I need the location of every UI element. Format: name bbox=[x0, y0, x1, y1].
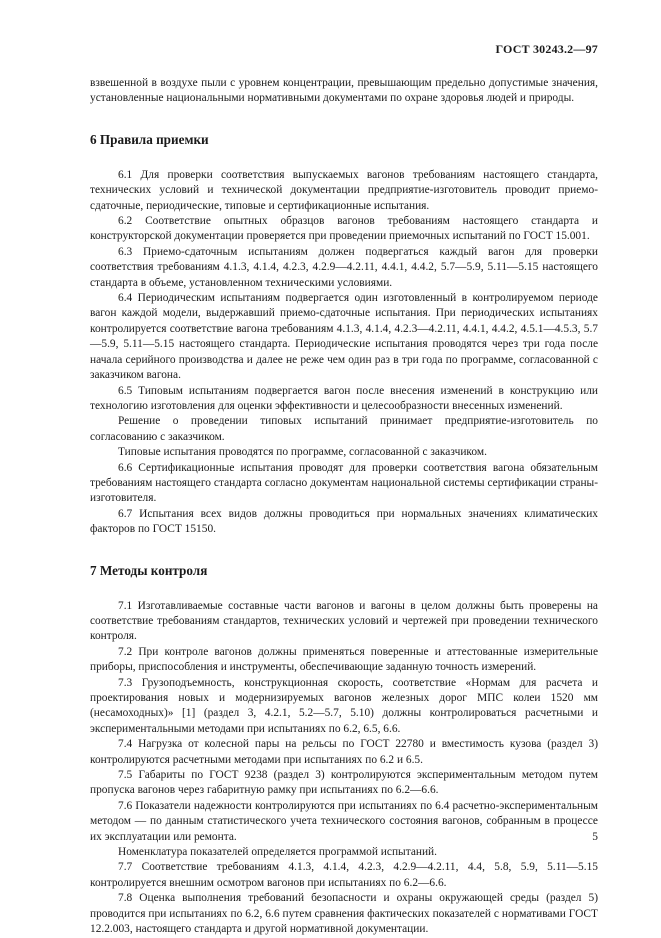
paragraph-6-5: 6.5 Типовым испытаниям подвергается вагон после внесения изменений в конструкцию или технологию изготовления для оценки эффективности и целесообразности внесенных изменений. bbox=[90, 384, 598, 412]
paragraph-7-7: 7.7 Соответствие требованиям 4.1.3, 4.1.4, 4.2.3, 4.2.9—4.2.11, 4.4, 5.8, 5.9, 5.11—5.15 контролируется внешним осмотром вагонов при испытаниях по 6.2—6.6. bbox=[90, 861, 598, 889]
section-7-body bbox=[90, 599, 598, 938]
paragraph-6-4: 6.4 Периодическим испытаниям подвергается один изготовленный в контролируемом периоде вагон каждой модели, выдержавший приемо-сдаточные испытания. При периодических испытаниях контролируется соответствие вагона требованиям 4.1.3, 4.1.4, 4.2.3—4.2.11, 4.4.1, 4.4.2, 4.5.1—4.5.3, 5.7—5.9, 5.11—5.15 настоящего стандарта. Периодические испытания проводятся через три года после начала серийного производства и далее не реже чем один раз в три года по программе, согласованной с заказчиком вагона. bbox=[90, 292, 598, 382]
paragraph-6-3: 6.3 Приемо-сдаточным испытаниям должен подвергаться каждый вагон для проверки соответствия требованиям 4.1.3, 4.1.4, 4.2.3, 4.2.9—4.2.11, 4.4.1, 4.4.2, 5.7—5.9, 5.11—5.15 настоящего стандарта в объеме, установленном техническими условиями. bbox=[90, 245, 598, 289]
paragraph-7-8: 7.8 Оценка выполнения требований безопасности и охраны окружающей среды (раздел 5) проводится при испытаниях по 6.2, 6.6 путем сравнения фактических показателей с нормативами ГОСТ 12.2.003, настоящего стандарта и другой нормативной документации. bbox=[90, 892, 598, 936]
section-6-body bbox=[90, 168, 598, 538]
page-number: 5 bbox=[592, 831, 598, 843]
paragraph-7-1: 7.1 Изготавливаемые составные части вагонов и вагоны в целом должны быть проверены на соответствие требованиям стандартов, технических условий и чертежей при проведении технического контроля. bbox=[90, 599, 598, 643]
paragraph-6-1: 6.1 Для проверки соответствия выпускаемых вагонов требованиям настоящего стандарта, технических условий и технической документации предприятие-изготовитель проводит приемо-сдаточные, периодические, типовые и сертификационные испытания. bbox=[90, 168, 598, 212]
paragraph-6-5-program: Типовые испытания проводятся по программе, согласованной с заказчиком. bbox=[118, 446, 487, 459]
paragraph-6-7: 6.7 Испытания всех видов должны проводиться при нормальных значениях климатических факторов по ГОСТ 15150. bbox=[90, 507, 598, 536]
paragraph-7-5: 7.5 Габариты по ГОСТ 9238 (раздел 3) контролируются экспериментальным методом путем пропуска вагонов через габаритную рамку при испытаниях по 6.2—6.6. bbox=[90, 769, 598, 797]
section-7-title: 7 Методы контроля bbox=[90, 562, 208, 578]
document-body bbox=[90, 76, 598, 938]
document-id-header: ГОСТ 30243.2—97 bbox=[495, 42, 598, 56]
paragraph-7-6: 7.6 Показатели надежности контролируются при испытаниях по 6.4 расчетно-экспериментальным методом — по данным статистического учета технического состояния вагонов, собранным в процессе их эксплуатации или ремонта. bbox=[90, 799, 598, 843]
section-6-title: 6 Правила приемки bbox=[90, 131, 209, 147]
paragraph-6-5-decision: Решение о проведении типовых испытаний принимает предприятие-изготовитель по согласованию с заказчиком. bbox=[90, 415, 598, 443]
intro-paragraph: взвешенной в воздухе пыли с уровнем концентрации, превышающим предельно допустимые значения, установленные национальными нормативными документами по охране здоровья людей и природы. bbox=[90, 77, 598, 105]
paragraph-6-2: 6.2 Соответствие опытных образцов вагонов требованиям настоящего стандарта и конструкторской документации проверяется при проведении приемочных испытаний по ГОСТ 15.001. bbox=[90, 215, 598, 243]
paragraph-7-4: 7.4 Нагрузка от колесной пары на рельсы по ГОСТ 22780 и вместимость кузова (раздел 3) контролируются расчетными методами при испытаниях по 6.2 и 6.5. bbox=[90, 738, 598, 766]
paragraph-6-6: 6.6 Сертификационные испытания проводят для проверки соответствия вагона обязательным требованиям настоящего стандарта согласно документам национальной системы сертификации страны-изготовителя. bbox=[90, 461, 598, 505]
paragraph-7-2: 7.2 При контроле вагонов должны применяться поверенные и аттестованные измерительные приборы, приспособления и инструменты, обеспечивающие заданную точность измерений. bbox=[90, 645, 598, 674]
paragraph-7-3: 7.3 Грузоподъемность, конструкционная скорость, соответствие «Нормам для расчета и проектирования новых и модернизируемых вагонов железных дорог МПС колеи 1520 мм (несамоходных)» [1] (раздел 3, 4.2.1, 5.2—5.7, 5.10) должны контролироваться расчетными и экспериментальными методами при испытаниях по 6.2, 6.5, 6.6. bbox=[90, 676, 598, 735]
paragraph-7-6-nomenclature: Номенклатура показателей определяется программой испытаний. bbox=[118, 846, 438, 859]
